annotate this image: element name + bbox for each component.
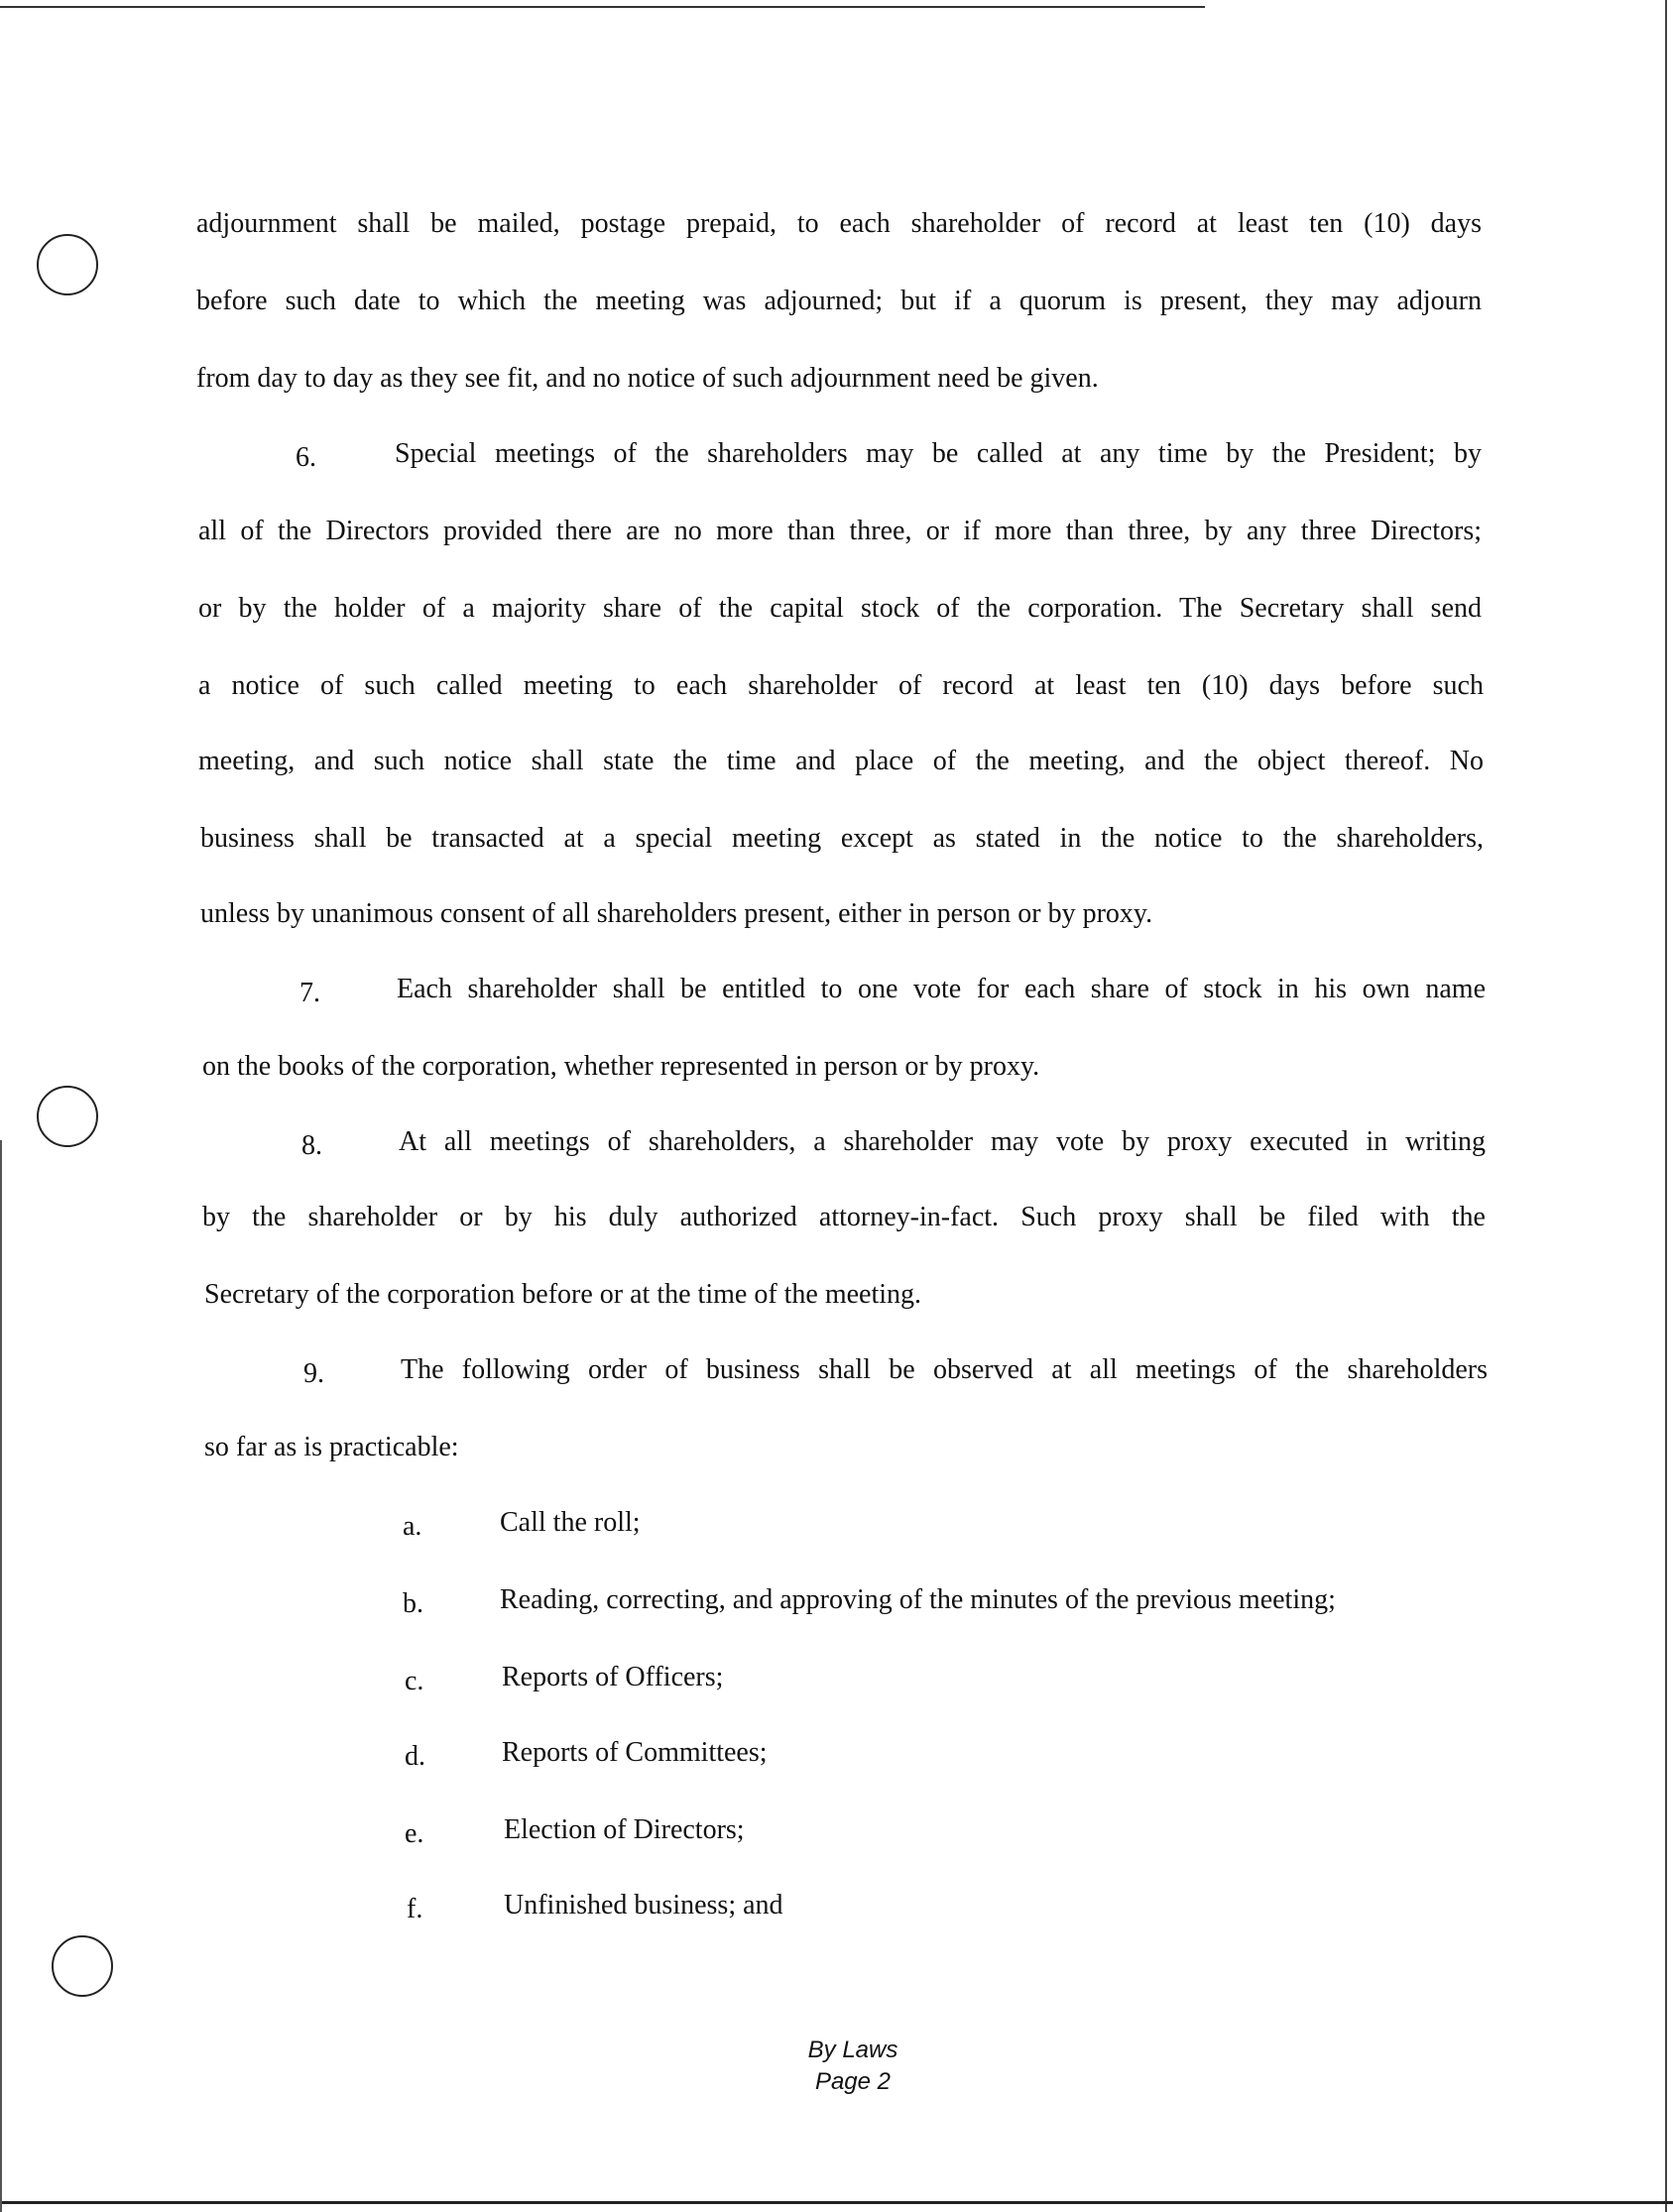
- paragraph-line: all of the Directors provided there are no more than three, or if more than three, by any three Directors;: [198, 516, 1482, 546]
- section-number: 9.: [303, 1358, 324, 1389]
- scan-edge-bottom: [0, 2201, 1673, 2204]
- list-item-letter: a.: [403, 1511, 422, 1542]
- list-item-text: Call the roll;: [500, 1507, 641, 1538]
- list-item-letter: e.: [405, 1818, 424, 1849]
- list-item-text: Unfinished business; and: [504, 1890, 783, 1921]
- paragraph-line: At all meetings of shareholders, a shareholder may vote by proxy executed in writing: [399, 1126, 1486, 1157]
- list-item-letter: c.: [405, 1666, 424, 1696]
- page-footer: [754, 2035, 952, 2098]
- paragraph-line: Secretary of the corporation before or at the time of the meeting.: [204, 1279, 922, 1310]
- punch-hole-icon: [37, 234, 98, 295]
- list-item-letter: d.: [405, 1741, 425, 1772]
- paragraph-line: adjournment shall be mailed, postage prepaid, to each shareholder of record at least ten (10) days: [196, 208, 1482, 239]
- paragraph-line: before such date to which the meeting was adjourned; but if a quorum is present, they may adjourn: [196, 286, 1482, 316]
- paragraph-line: Each shareholder shall be entitled to one vote for each share of stock in his own name: [397, 974, 1486, 1004]
- scan-edge-top: [0, 6, 1205, 8]
- list-item-letter: b.: [403, 1588, 423, 1619]
- list-item-letter: f.: [407, 1894, 423, 1924]
- paragraph-line: or by the holder of a majority share of the capital stock of the corporation. The Secretary shall send: [198, 593, 1482, 624]
- paragraph-line: meeting, and such notice shall state the time and place of the meeting, and the object thereof. No: [198, 746, 1484, 776]
- section-number: 8.: [301, 1130, 322, 1161]
- paragraph-line: Special meetings of the shareholders may be called at any time by the President; by: [395, 438, 1482, 469]
- paragraph-line: from day to day as they see fit, and no notice of such adjournment need be given.: [196, 363, 1099, 394]
- list-item-text: Reports of Committees;: [502, 1737, 768, 1768]
- paragraph-line: unless by unanimous consent of all shareholders present, either in person or by proxy.: [200, 898, 1153, 929]
- paragraph-line: a notice of such called meeting to each shareholder of record at least ten (10) days before such: [198, 670, 1484, 701]
- punch-hole-icon: [37, 1086, 98, 1147]
- paragraph-line: business shall be transacted at a special meeting except as stated in the notice to the shareholders,: [200, 823, 1484, 854]
- paragraph-line: so far as is practicable:: [204, 1432, 459, 1462]
- paragraph-line: The following order of business shall be observed at all meetings of the shareholders: [401, 1354, 1488, 1385]
- section-number: 6.: [296, 442, 316, 473]
- list-item-text: Reports of Officers;: [502, 1662, 724, 1692]
- footer-title: By Laws: [807, 2037, 898, 2063]
- list-item-text: Reading, correcting, and approving of the minutes of the previous meeting;: [500, 1584, 1336, 1615]
- paragraph-line: on the books of the corporation, whether represented in person or by proxy.: [202, 1051, 1040, 1082]
- footer-page-number: Page 2: [814, 2068, 892, 2095]
- section-number: 7.: [299, 978, 320, 1008]
- scan-edge-left: [0, 1140, 2, 2212]
- list-item-text: Election of Directors;: [504, 1814, 745, 1845]
- paragraph-line: by the shareholder or by his duly authorized attorney-in-fact. Such proxy shall be filed with the: [202, 1202, 1486, 1232]
- scan-edge-right: [1665, 0, 1667, 2212]
- punch-hole-icon: [52, 1935, 113, 1997]
